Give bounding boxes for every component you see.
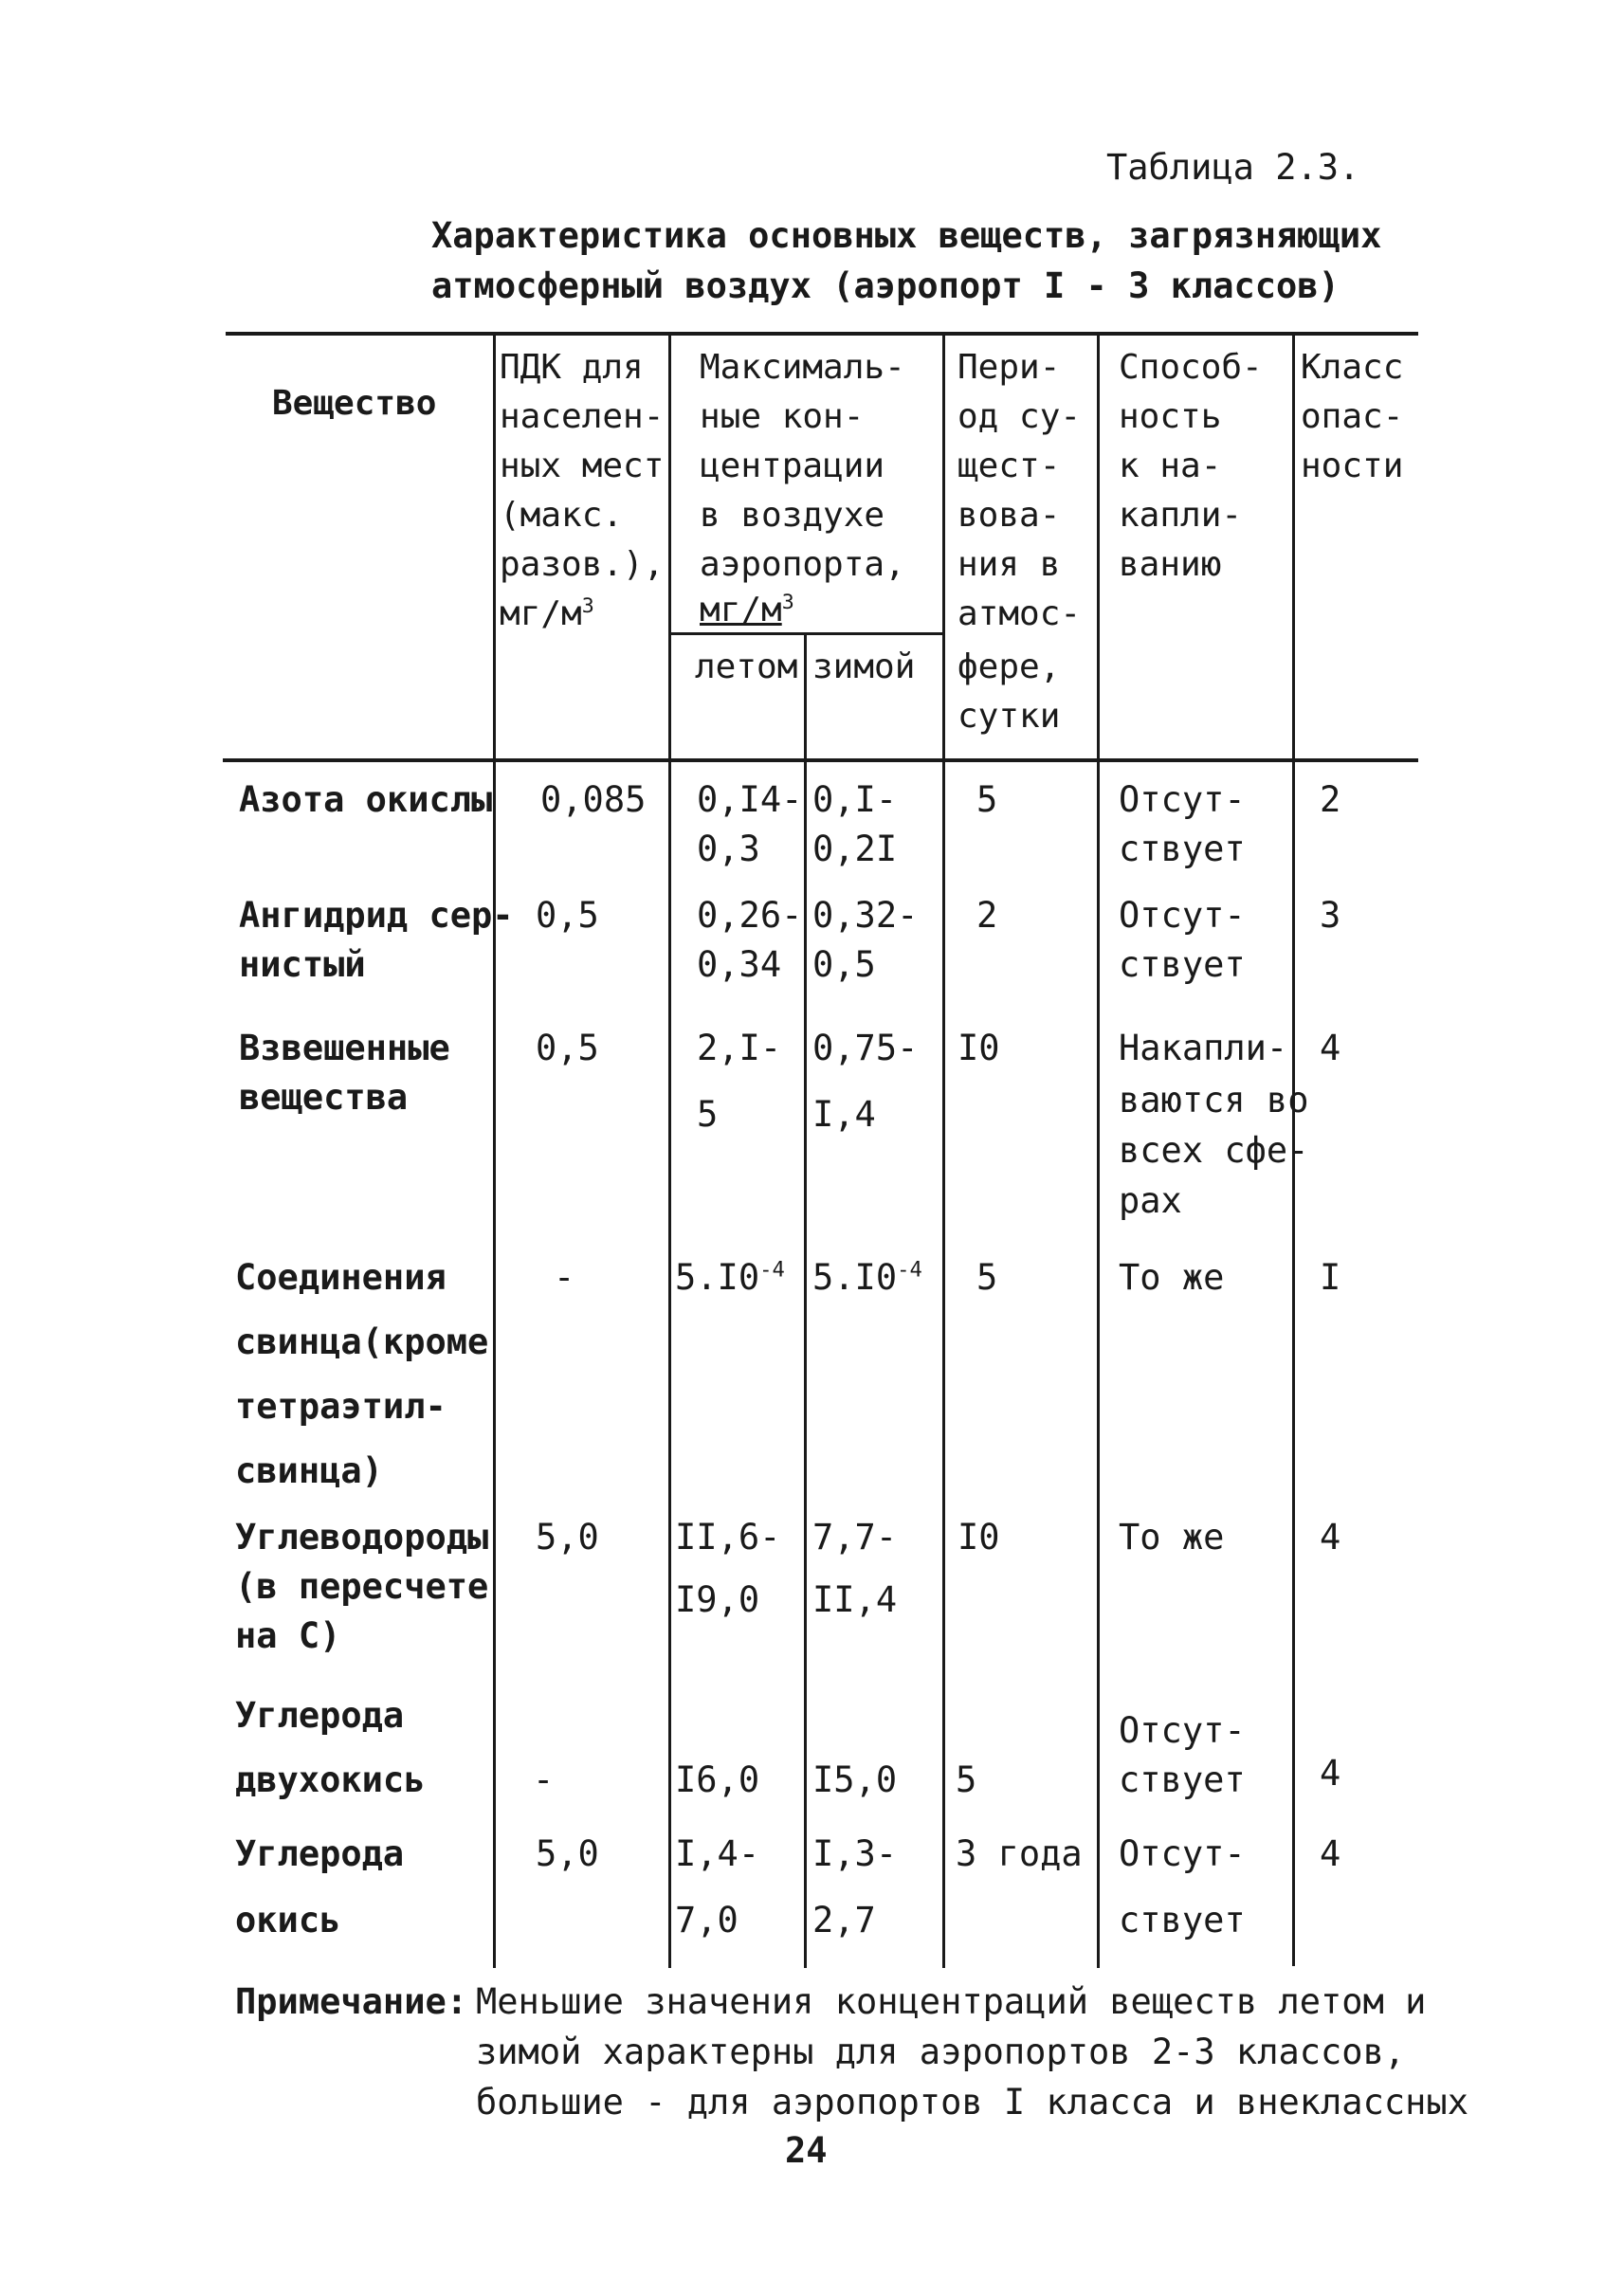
cell-ability: ствует bbox=[1119, 944, 1246, 985]
cell-summer: $5.I0^{-4}$ bbox=[675, 1257, 785, 1298]
cell-winter: 0,2I bbox=[812, 829, 898, 869]
col-divider-3 bbox=[804, 633, 807, 1968]
header-ability-line: капли- bbox=[1119, 496, 1243, 535]
cell-summer: 0,I4- bbox=[697, 779, 803, 820]
header-pdk-line: ных мест bbox=[500, 446, 665, 485]
cell-winter: I,4 bbox=[812, 1094, 876, 1135]
header-bottom-rule bbox=[223, 758, 1418, 762]
cell-summer: I6,0 bbox=[675, 1759, 760, 1800]
cell-ability: всех сфе- bbox=[1119, 1130, 1309, 1171]
header-max-line: в воздухе bbox=[700, 496, 885, 535]
header-period-line: фере, bbox=[957, 647, 1061, 686]
cell-pdk: - bbox=[533, 1759, 555, 1800]
cell-substance: Углерода bbox=[235, 1833, 405, 1874]
cell-ability: Отсут- bbox=[1119, 1710, 1246, 1751]
cell-hazard: 3 bbox=[1320, 895, 1341, 936]
cell-period: 5 bbox=[956, 1759, 977, 1800]
header-pdk-line: (макс. bbox=[500, 496, 624, 535]
cell-period: 2 bbox=[976, 895, 998, 936]
header-max-line: аэропорта, bbox=[700, 545, 905, 584]
cell-summer: 0,34 bbox=[697, 944, 782, 985]
header-substance: Вещество bbox=[272, 384, 437, 423]
table-top-rule bbox=[226, 332, 1418, 336]
header-winter: зимой bbox=[812, 647, 916, 686]
col-divider-1 bbox=[493, 336, 496, 1968]
header-pdk-line: ПДК для bbox=[500, 348, 644, 387]
cell-winter: I,3- bbox=[812, 1833, 898, 1874]
header-max-line: центрации bbox=[700, 446, 885, 485]
header-period-line: Пери- bbox=[957, 348, 1061, 387]
cell-ability: Отсут- bbox=[1119, 1833, 1246, 1874]
cell-ability: ствует bbox=[1119, 1900, 1246, 1941]
header-max-unit: $мг/м^3$ bbox=[700, 591, 794, 629]
cell-summer: 5 bbox=[697, 1094, 719, 1135]
cell-ability: рах bbox=[1119, 1180, 1182, 1221]
cell-ability: ствует bbox=[1119, 829, 1246, 869]
page-number: 24 bbox=[785, 2130, 828, 2171]
cell-substance: двухокись bbox=[235, 1759, 426, 1800]
cell-period: 3 года bbox=[956, 1833, 1083, 1874]
cell-substance: свинца) bbox=[235, 1450, 383, 1491]
cell-substance: Соединения bbox=[235, 1257, 447, 1298]
cell-winter: II,4 bbox=[812, 1579, 898, 1620]
cell-pdk: 0,5 bbox=[536, 895, 599, 936]
cell-winter: 0,I- bbox=[812, 779, 898, 820]
cell-summer: 2,I- bbox=[697, 1028, 782, 1068]
header-period-line: ния в bbox=[957, 545, 1061, 584]
cell-winter: $5.I0^{-4}$ bbox=[812, 1257, 922, 1298]
cell-ability: То же bbox=[1119, 1517, 1225, 1558]
cell-summer: 7,0 bbox=[675, 1900, 739, 1941]
col-divider-5 bbox=[1097, 336, 1100, 1968]
header-ability-line: Способ- bbox=[1119, 348, 1263, 387]
header-hazard-line: ности bbox=[1301, 446, 1404, 485]
note-line: зимой характерны для аэропортов 2-3 классов, bbox=[476, 2032, 1406, 2072]
cell-winter: I5,0 bbox=[812, 1759, 898, 1800]
cell-hazard: 4 bbox=[1320, 1517, 1341, 1558]
cell-hazard: 4 bbox=[1320, 1833, 1341, 1874]
header-hazard-line: опас- bbox=[1301, 397, 1404, 436]
cell-substance: Взвешенные bbox=[239, 1028, 450, 1068]
header-period-line: атмос- bbox=[957, 594, 1082, 633]
header-ability-line: ность bbox=[1119, 397, 1222, 436]
note-label: Примечание: bbox=[235, 1981, 468, 2022]
cell-ability: Отсут- bbox=[1119, 779, 1246, 820]
header-pdk-unit: $мг/м^3$ bbox=[500, 594, 594, 633]
cell-substance: Азота окислы bbox=[239, 779, 493, 820]
cell-hazard: 4 bbox=[1320, 1028, 1341, 1068]
cell-summer: 0,26- bbox=[697, 895, 803, 936]
table-title-line-2: атмосферный воздух (аэропорт I - 3 классов) bbox=[431, 265, 1340, 306]
cell-period: 5 bbox=[976, 779, 998, 820]
cell-ability: ваются во bbox=[1119, 1080, 1309, 1121]
header-max-line: ные кон- bbox=[700, 397, 865, 436]
cell-pdk: 5,0 bbox=[536, 1517, 599, 1558]
cell-substance: Углеводороды bbox=[235, 1517, 489, 1558]
col-divider-2 bbox=[668, 336, 671, 1968]
cell-pdk: - bbox=[554, 1257, 575, 1298]
cell-summer: 0,3 bbox=[697, 829, 760, 869]
cell-hazard: I bbox=[1320, 1257, 1341, 1298]
header-period-line: вова- bbox=[957, 496, 1061, 535]
header-pdk-line: разов.), bbox=[500, 545, 665, 584]
note-line: большие - для аэропортов I класса и внеклассных bbox=[476, 2082, 1468, 2123]
header-period-line: сутки bbox=[957, 697, 1061, 736]
cell-winter: 0,32- bbox=[812, 895, 919, 936]
cell-pdk: 0,5 bbox=[536, 1028, 599, 1068]
header-ability-line: ванию bbox=[1119, 545, 1222, 584]
cell-period: I0 bbox=[957, 1028, 1000, 1068]
table-title-line-1: Характеристика основных веществ, загрязняющих bbox=[431, 215, 1382, 256]
cell-winter: 7,7- bbox=[812, 1517, 898, 1558]
cell-substance: окись bbox=[235, 1900, 341, 1941]
table-label: Таблица 2.3. bbox=[1106, 147, 1360, 188]
cell-substance: нистый bbox=[239, 944, 366, 985]
cell-substance: Углерода bbox=[235, 1695, 405, 1736]
cell-winter: 0,75- bbox=[812, 1028, 919, 1068]
cell-pdk: 0,085 bbox=[540, 779, 647, 820]
cell-ability: Отсут- bbox=[1119, 895, 1246, 936]
cell-summer: I,4- bbox=[675, 1833, 760, 1874]
cell-winter: 2,7 bbox=[812, 1900, 876, 1941]
header-pdk-line: населен- bbox=[500, 397, 665, 436]
header-summer: летом bbox=[695, 647, 798, 686]
cell-winter: 0,5 bbox=[812, 944, 876, 985]
header-period-line: щест- bbox=[957, 446, 1061, 485]
col-divider-4 bbox=[942, 336, 945, 1968]
cell-substance: Ангидрид сер- bbox=[239, 895, 514, 936]
header-ability-line: к на- bbox=[1119, 446, 1222, 485]
cell-substance: тетраэтил- bbox=[235, 1386, 447, 1427]
note-line: Меньшие значения концентраций веществ летом и bbox=[476, 1981, 1427, 2022]
cell-pdk: 5,0 bbox=[536, 1833, 599, 1874]
cell-ability: То же bbox=[1119, 1257, 1225, 1298]
cell-hazard: 4 bbox=[1320, 1753, 1341, 1794]
cell-summer: II,6- bbox=[675, 1517, 781, 1558]
cell-substance: вещества bbox=[239, 1077, 409, 1118]
header-max-line: Максималь- bbox=[700, 348, 905, 387]
header-hazard-line: Класс bbox=[1301, 348, 1404, 387]
cell-ability: ствует bbox=[1119, 1759, 1246, 1800]
cell-period: 5 bbox=[976, 1257, 998, 1298]
cell-ability: Накапли- bbox=[1119, 1028, 1288, 1068]
cell-substance: на С) bbox=[235, 1615, 341, 1656]
cell-period: I0 bbox=[957, 1517, 1000, 1558]
cell-substance: свинца(кроме bbox=[235, 1321, 489, 1362]
cell-hazard: 2 bbox=[1320, 779, 1341, 820]
header-period-line: од су- bbox=[957, 397, 1082, 436]
cell-summer: I9,0 bbox=[675, 1579, 760, 1620]
cell-substance: (в пересчете bbox=[235, 1566, 489, 1607]
